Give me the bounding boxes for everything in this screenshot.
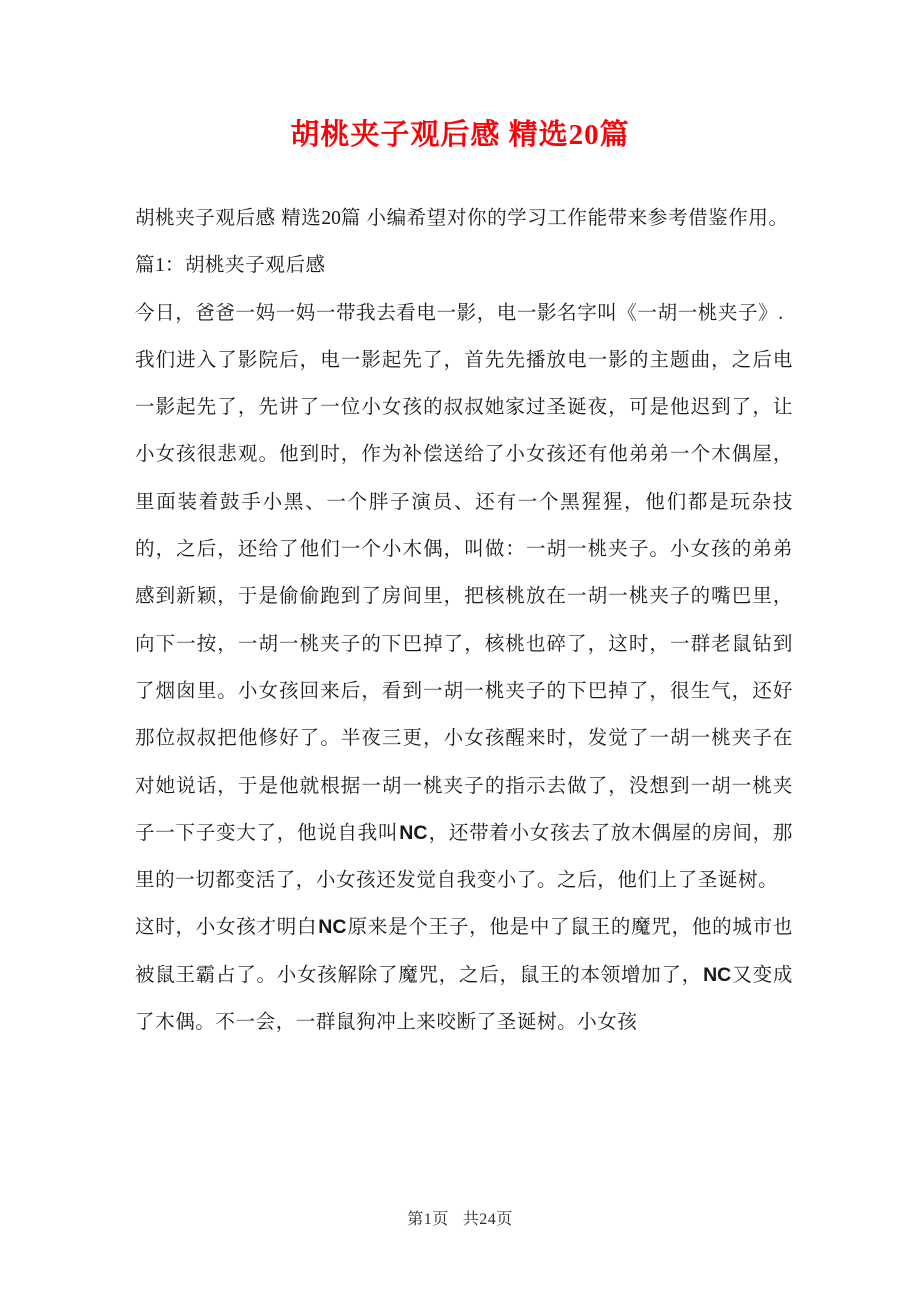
document-body xyxy=(135,195,793,1046)
paragraph-intro: 胡桃夹子观后感 精选20篇 小编希望对你的学习工作能带来参考借鉴作用。 xyxy=(135,208,789,229)
section-heading-1: 篇1：胡桃夹子观后感 xyxy=(135,255,326,277)
footer-total-unit: 页 xyxy=(496,1211,513,1228)
footer-current-unit: 页 xyxy=(432,1211,449,1228)
footer-current-prefix: 第 xyxy=(407,1211,424,1228)
page-footer xyxy=(0,1206,920,1229)
footer-total-prefix: 共 xyxy=(462,1211,480,1228)
paragraph-1: 今日，爸爸一妈一妈一带我去看电一影，电一影名字叫《一胡一桃夹子》. xyxy=(135,302,784,324)
footer-current-page: 1 xyxy=(423,1211,433,1228)
page-title: 胡桃夹子观后感 精选20篇 xyxy=(290,119,630,151)
paragraph-3: 这时，小女孩才明白NC原来是个王子，他是中了鼠王的魔咒，他的城市也被鼠王霸占了。小女孩解除了魔咒，之后，鼠王的本领增加了，NC又变成了木偶。不一会，一群鼠狗冲上来咬断了圣诞树。小女孩 xyxy=(135,916,794,1034)
paragraph-2: 我们进入了影院后，电一影起先了，首先先播放电一影的主题曲，之后电一影起先了，先讲了一位小女孩的叔叔她家过圣诞夜，可是他迟到了，让小女孩很悲观。他到时，作为补偿送给了小女孩还有他弟弟一个木偶屋，里面装着鼓手小黑、一个胖子演员、还有一个黑猩猩，他们都是玩杂技的，之后，还给了他们一个小木偶，叫做：一胡一桃夹子。小女孩的弟弟感到新颖，于是偷偷跑到了房间里，把核桃放在一胡一桃夹子的嘴巴里，向下一按，一胡一桃夹子的下巴掉了，核桃也碎了，这时，一群老鼠钻到了烟囱里。小女孩回来后，看到一胡一桃夹子的下巴掉了，很生气，还好那位叔叔把他修好了。半夜三更，小女孩醒来时，发觉了一胡一桃夹子在对她说话，于是他就根据一胡一桃夹子的指示去做了，没想到一胡一桃夹子一下子变大了，他说自我叫NC，还带着小女孩去了放木偶屋的房间，那里的一切都变活了，小女孩还发觉自我变小了。之后，他们上了圣诞树。 xyxy=(135,349,793,892)
footer-total-pages: 24 xyxy=(479,1211,497,1228)
